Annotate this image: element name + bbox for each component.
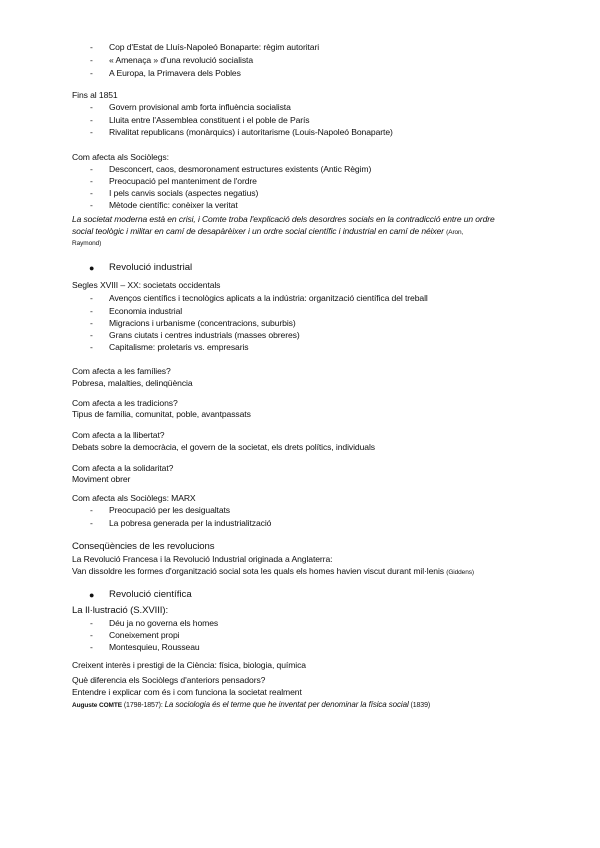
dash-bullet: - [90,342,93,352]
list-item: Desconcert, caos, desmoronament estructures existents (Antic Règim) [109,164,372,174]
question-line: Què diferencia els Sociòlegs d'anteriors pensadors? [72,675,266,685]
answer: Pobresa, malalties, delinqüència [72,378,193,388]
heading-segles: Segles XVIII – XX: societats occidentals [72,280,221,290]
dash-bullet: - [90,318,93,328]
list-item: Migracions i urbanisme (concentracions, suburbis) [109,318,296,328]
quote-text: social teològic i militar en camí de desapàrèixer i un ordre social científic i industrial en camí de néixer [72,226,444,236]
quote-citation-cont: Raymond) [72,240,102,247]
section-title-scientific: Revolució científica [109,589,192,600]
answer: Moviment obrer [72,474,131,484]
dash-bullet: - [90,518,93,528]
heading-marx: Com afecta als Sociòlegs: MARX [72,493,196,503]
author-years: (1798-1857): [121,702,165,709]
circle-bullet-icon: ● [89,263,95,273]
section-title-industrial: Revolució industrial [109,262,193,273]
comte-quote-line-1: La societat moderna està en crisi, i Comte troba l'explicació dels desordres socials en la contradicció entre un ordre [72,214,495,224]
list-item: La pobresa generada per la industrialització [109,518,272,528]
heading-illustracio: La Il·lustració (S.XVIII): [72,605,169,616]
science-line: Creixent interès i prestigi de la Ciència: física, biologia, química [72,660,306,670]
dash-bullet: - [90,200,93,210]
dash-bullet: - [90,293,93,303]
list-item: Capitalisme: proletaris vs. empresaris [109,342,249,352]
question: Com afecta a les tradicions? [72,398,178,408]
dash-bullet: - [90,102,93,112]
list-item: Rivalitat republicans (monàrquics) i autoritarisme (Louis-Napoleó Bonaparte) [109,127,393,137]
question: Com afecta a la llibertat? [72,430,165,440]
dash-bullet: - [90,176,93,186]
heading-consequencies: Conseqüències de les revolucions [72,541,215,552]
dash-bullet: - [90,127,93,137]
dash-bullet: - [90,55,93,65]
heading-sociologists: Com afecta als Sociòlegs: [72,152,169,162]
list-item: Govern provisional amb forta influència socialista [109,102,291,112]
answer: Tipus de família, comunitat, poble, avantpassats [72,409,251,419]
list-item: Déu ja no governa els homes [109,618,219,628]
heading-fins-1851: Fins al 1851 [72,90,118,100]
author-name: Auguste COMTE [72,702,122,709]
list-item: I pels canvis socials (aspectes negatius) [109,188,259,198]
list-item: A Europa, la Primavera dels Pobles [109,68,241,78]
list-item: Preocupació per les desigualtats [109,505,231,515]
dash-bullet: - [90,42,93,52]
list-item: Lluita entre l'Assemblea constituent i el poble de París [109,115,310,125]
dash-bullet: - [90,68,93,78]
list-item: Preocupació pel manteniment de l'ordre [109,176,257,186]
giddens-citation: (Giddens) [446,569,474,576]
dash-bullet: - [90,306,93,316]
explain-line: Entendre i explicar com és i com funciona la societat realment [72,687,302,697]
list-item: Cop d'Estat de Lluís-Napoleó Bonaparte: règim autoritari [109,42,320,52]
dash-bullet: - [90,330,93,340]
dash-bullet: - [90,115,93,125]
list-item: Grans ciutats i centres industrials (masses obreres) [109,330,300,340]
comte-quote: La sociologia és el terme que he inventat per denominar la física social [164,700,409,709]
answer: Debats sobre la democràcia, el govern de la societat, els drets polítics, individuals [72,442,375,452]
quote-citation: (Aron, [446,229,464,236]
list-item: Montesquieu, Rousseau [109,642,200,652]
dash-bullet: - [90,188,93,198]
comte-line [72,699,430,711]
consequences-text: Van dissoldre les formes d'organització social sota les quals els homes havien viscut durant mil·lenis [72,566,444,576]
comte-quote-line-2 [72,226,463,238]
list-item: Avenços científics i tecnològics aplicats a la indústria: organització científica del treball [109,293,428,303]
dash-bullet: - [90,642,93,652]
dash-bullet: - [90,164,93,174]
circle-bullet-icon: ● [89,590,95,600]
question: Com afecta a la solidaritat? [72,463,174,473]
dash-bullet: - [90,618,93,628]
consequences-line-2 [72,566,474,578]
dash-bullet: - [90,505,93,515]
dash-bullet: - [90,630,93,640]
quote-year: (1839) [408,702,431,709]
question: Com afecta a les famílies? [72,366,171,376]
list-item: « Amenaça » d'una revolució socialista [109,55,254,65]
list-item: Mètode científic: conèixer la veritat [109,200,238,210]
list-item: Economia industrial [109,306,183,316]
consequences-line-1: La Revolució Francesa i la Revolució Industrial originada a Anglaterra: [72,554,333,564]
list-item: Coneixement propi [109,630,180,640]
